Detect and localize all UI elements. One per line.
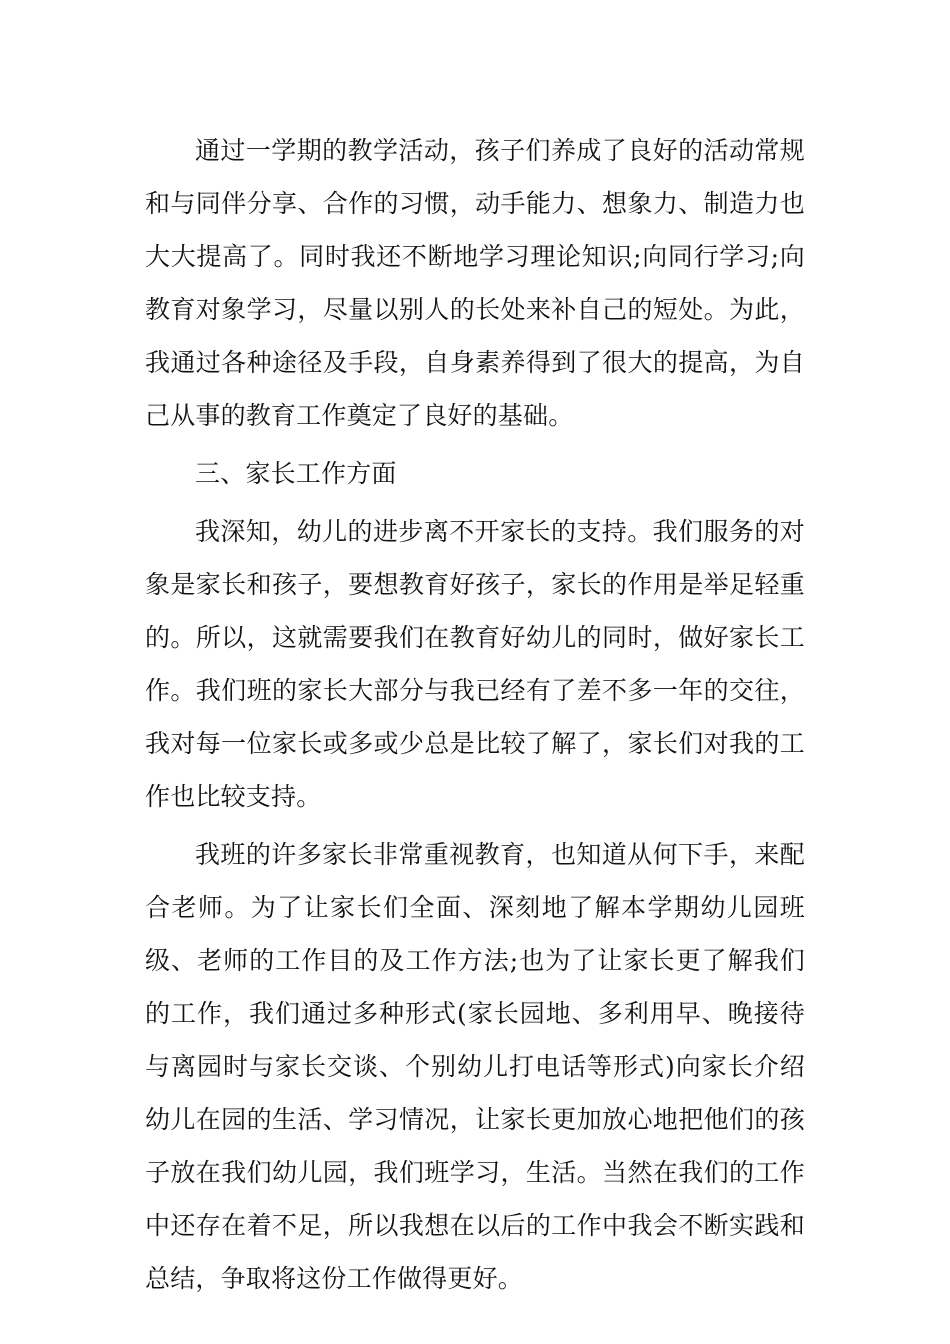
section-heading-parent-work: 三、家长工作方面 — [195, 459, 397, 488]
paragraph-parent-support: 我深知，幼儿的进步离不开家长的支持。我们服务的对象是家长和孩子，要想教育好孩子，家长的作用是举足轻重的。所以，这就需要我们在教育好幼儿的同时，做好家长工作。我们班的家长大部分与我已经有了差不多一年的交往，我对每一位家长或多或少总是比较了解了，家长们对我的工作也比较支持。 — [145, 517, 805, 811]
paragraph-teaching-summary: 通过一学期的教学活动，孩子们养成了良好的活动常规和与同伴分享、合作的习惯，动手能力、想象力、制造力也大大提高了。同时我还不断地学习理论知识;向同行学习;向教育对象学习，尽量以别人的长处来补自己的短处。为此，我通过各种途径及手段，自身素养得到了很大的提高，为自己从事的教育工作奠定了良好的基础。 — [145, 136, 805, 430]
paragraph-parent-communication: 我班的许多家长非常重视教育，也知道从何下手，来配合老师。为了让家长们全面、深刻地了解本学期幼儿园班级、老师的工作目的及工作方法;也为了让家长更了解我们的工作，我们通过多种形式(家长园地、多利用早、晚接待与离园时与家长交谈、个别幼儿打电话等形式)向家长介绍幼儿在园的生活、学习情况，让家长更加放心地把他们的孩子放在我们幼儿园，我们班学习，生活。当然在我们的工作中还存在着不足，所以我想在以后的工作中我会不断实践和总结，争取将这份工作做得更好。 — [145, 840, 805, 1293]
document-body — [145, 124, 805, 1310]
